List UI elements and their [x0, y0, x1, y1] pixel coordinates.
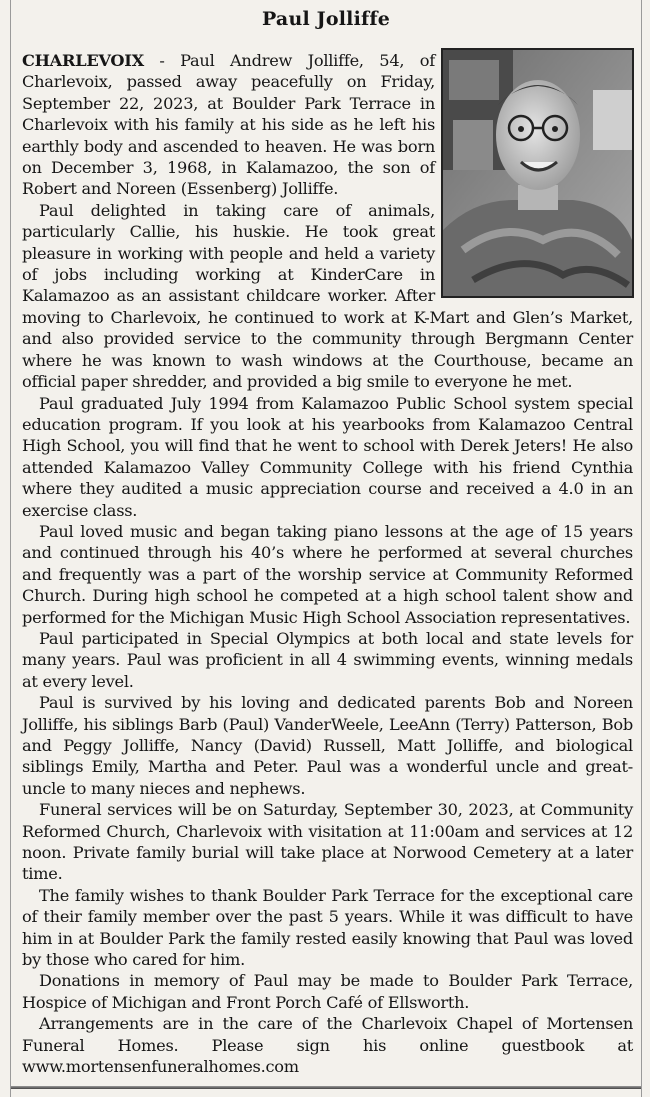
obituary-title: Paul Jolliffe — [261, 8, 391, 30]
paragraph-education: Paul graduated July 1994 from Kalamazoo Public School system special education program. If you look at his yearbooks from Kalamazoo Central High School, you will find that he went to school with Derek Jeters! He also attended Kalamazoo Valley Community College with his friend Cynthia where they audited a music appreciation course and received a 4.0 in an exercise class. — [22, 393, 633, 520]
paragraph-donations: Donations in memory of Paul may be made to Boulder Park Terrace, Hospice of Michigan and Front Porch Café of Ellsworth. — [22, 971, 633, 1012]
obituary-clipping — [10, 0, 642, 1097]
paragraph-arrangements: Arrangements are in the care of the Charlevoix Chapel of Mortensen Funeral Homes. Please sign his online guestbook at www.mortensenfuneralhomes.com — [22, 1014, 633, 1077]
paragraph-interests: Paul delighted in taking care of animals, particularly Callie, his huskie. He took great pleasure in working with people and held a variety of jobs including working at KinderCare in Kalamazoo as an assistant childcare worker. After moving to Charlevoix, he continued to work at K-Mart and Glen’s Market, and also provided service to the community through Bergmann Center where he was known to wash windows at the Courthouse, became an official paper shredder, and provided a big smile to everyone he met. — [22, 200, 633, 392]
paragraph-special-olympics: Paul participated in Special Olympics at both local and state levels for many years. Paul was proficient in all 4 swimming events, winning medals at every level. — [22, 628, 633, 691]
paragraph-music: Paul loved music and began taking piano lessons at the age of 15 years and continued through his 40’s where he performed at several churches and frequently was a part of the worship service at Community Reformed Church. During high school he competed at a high school talent show and performed for the Michigan Music High School Association representatives. — [22, 521, 633, 627]
bottom-rule — [11, 1086, 641, 1089]
obituary-body — [22, 50, 633, 1078]
paragraph-thanks: The family wishes to thank Boulder Park Terrace for the exceptional care of their family member over the past 5 years. While it was difficult to have him in at Boulder Park the family rested easily knowing that Paul was loved by those who cared for him. — [22, 885, 633, 970]
dateline: CHARLEVOIX — [22, 51, 144, 70]
paragraph-announcement-text: - Paul Andrew Jolliffe, 54, of Charlevoix, passed away peacefully on Friday, September 22, 2023, at Boulder Park Terrace in Charlevoix with his family at his side as he left his earthly body and ascended to heaven. He was born on December 3, 1968, in Kalamazoo, the son of Robert and Noreen (Essenberg) Jolliffe. — [22, 51, 435, 199]
photo-wrap-spacer — [435, 50, 633, 298]
paragraph-services: Funeral services will be on Saturday, September 30, 2023, at Community Reformed Church, Charlevoix with visitation at 11:00am and services at 12 noon. Private family burial will take place at Norwood Cemetery at a later time. — [22, 800, 633, 884]
paragraph-survivors: Paul is survived by his loving and dedicated parents Bob and Noreen Jolliffe, his siblings Barb (Paul) VanderWeele, LeeAnn (Terry) Patterson, Bob and Peggy Jolliffe, Nancy (David) Russell, Matt Jolliffe, and biological siblings Emily, Martha and Peter. Paul was a wonderful uncle and great-uncle to many nieces and nephews. — [22, 693, 633, 798]
